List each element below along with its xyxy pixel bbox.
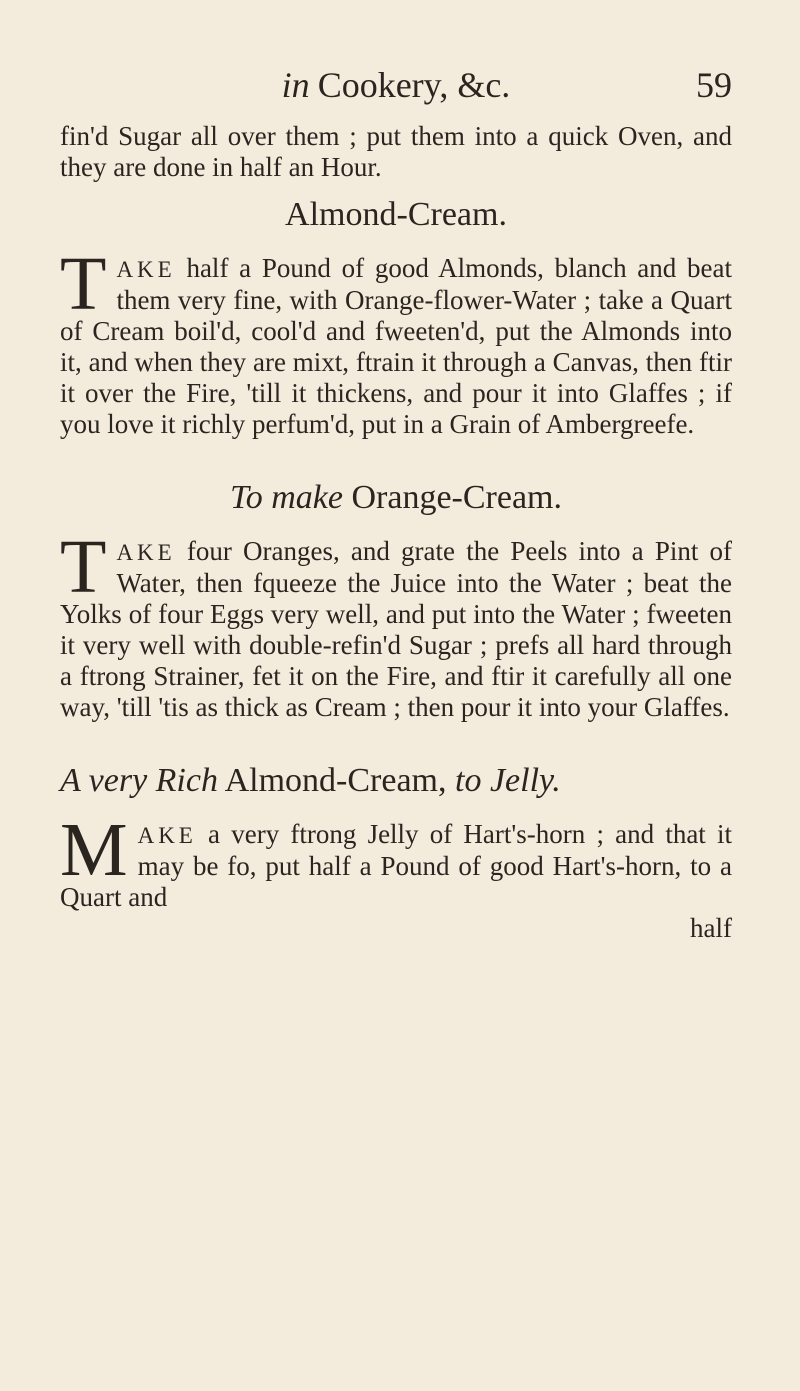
page-number: 59 — [696, 65, 732, 105]
recipe-heading — [60, 478, 732, 518]
recipe-heading — [60, 761, 732, 801]
recipe-heading-italic-tail: to Jelly. — [455, 762, 561, 799]
recipe-heading-italic: To make — [229, 479, 343, 516]
recipe-body: four Oranges, and grate the Peels into a Pint of Water, then fqueeze the Juice into the Water ; beat the Yolks of four Eggs very well, and put into the Water ; fweeten it very well with double-refin'd Sugar ; prefs all hard through a ftrong Strainer, fet it on the Fire, and ftir it carefully all one way, 'till 'tis as thick as Cream ; then pour it into your Glaffes. — [60, 536, 732, 722]
recipe-heading-text: Almond-Cream, — [224, 762, 447, 799]
running-head — [60, 55, 732, 115]
drop-cap: T — [60, 242, 107, 326]
recipe-body: a very ftrong Jelly of Hart's-horn ; and that it may be fo, put half a Pound of good Hart's-horn, to a Quart and — [60, 819, 732, 912]
drop-cap: M — [60, 808, 128, 892]
running-title-prefix: in — [281, 65, 310, 105]
running-title — [282, 55, 511, 115]
small-caps-word: AKE — [116, 540, 176, 565]
recipe-paragraph — [60, 242, 732, 440]
recipe-paragraph — [60, 808, 732, 913]
catchword: half — [690, 913, 732, 943]
carryover-paragraph: fin'd Sugar all over them ; put them into a quick Oven, and they are done in half an Hour. — [60, 121, 732, 182]
recipe-paragraph — [60, 525, 732, 723]
recipe-heading — [60, 195, 732, 235]
recipe-heading-text: Almond-Cream. — [285, 196, 507, 233]
drop-cap: T — [60, 525, 107, 609]
recipe-heading-italic: A very Rich — [60, 762, 218, 799]
small-caps-word: AKE — [116, 257, 176, 282]
running-title-text: Cookery, &c. — [317, 65, 511, 105]
page-content — [60, 55, 732, 944]
small-caps-word: AKE — [137, 823, 197, 848]
recipe-body: half a Pound of good Almonds, blanch and beat them very fine, with Orange-flower-Water ; take a Quart of Cream boil'd, cool'd and fweeten'd, put the Almonds into it, and when they are mixt, ftrain it through a Canvas, then ftir it over the Fire, 'till it thickens, and pour it into Glaffes ; if you love it richly perfum'd, put in a Grain of Ambergreefe. — [60, 253, 732, 439]
recipe-heading-text: Orange-Cream. — [351, 479, 563, 516]
